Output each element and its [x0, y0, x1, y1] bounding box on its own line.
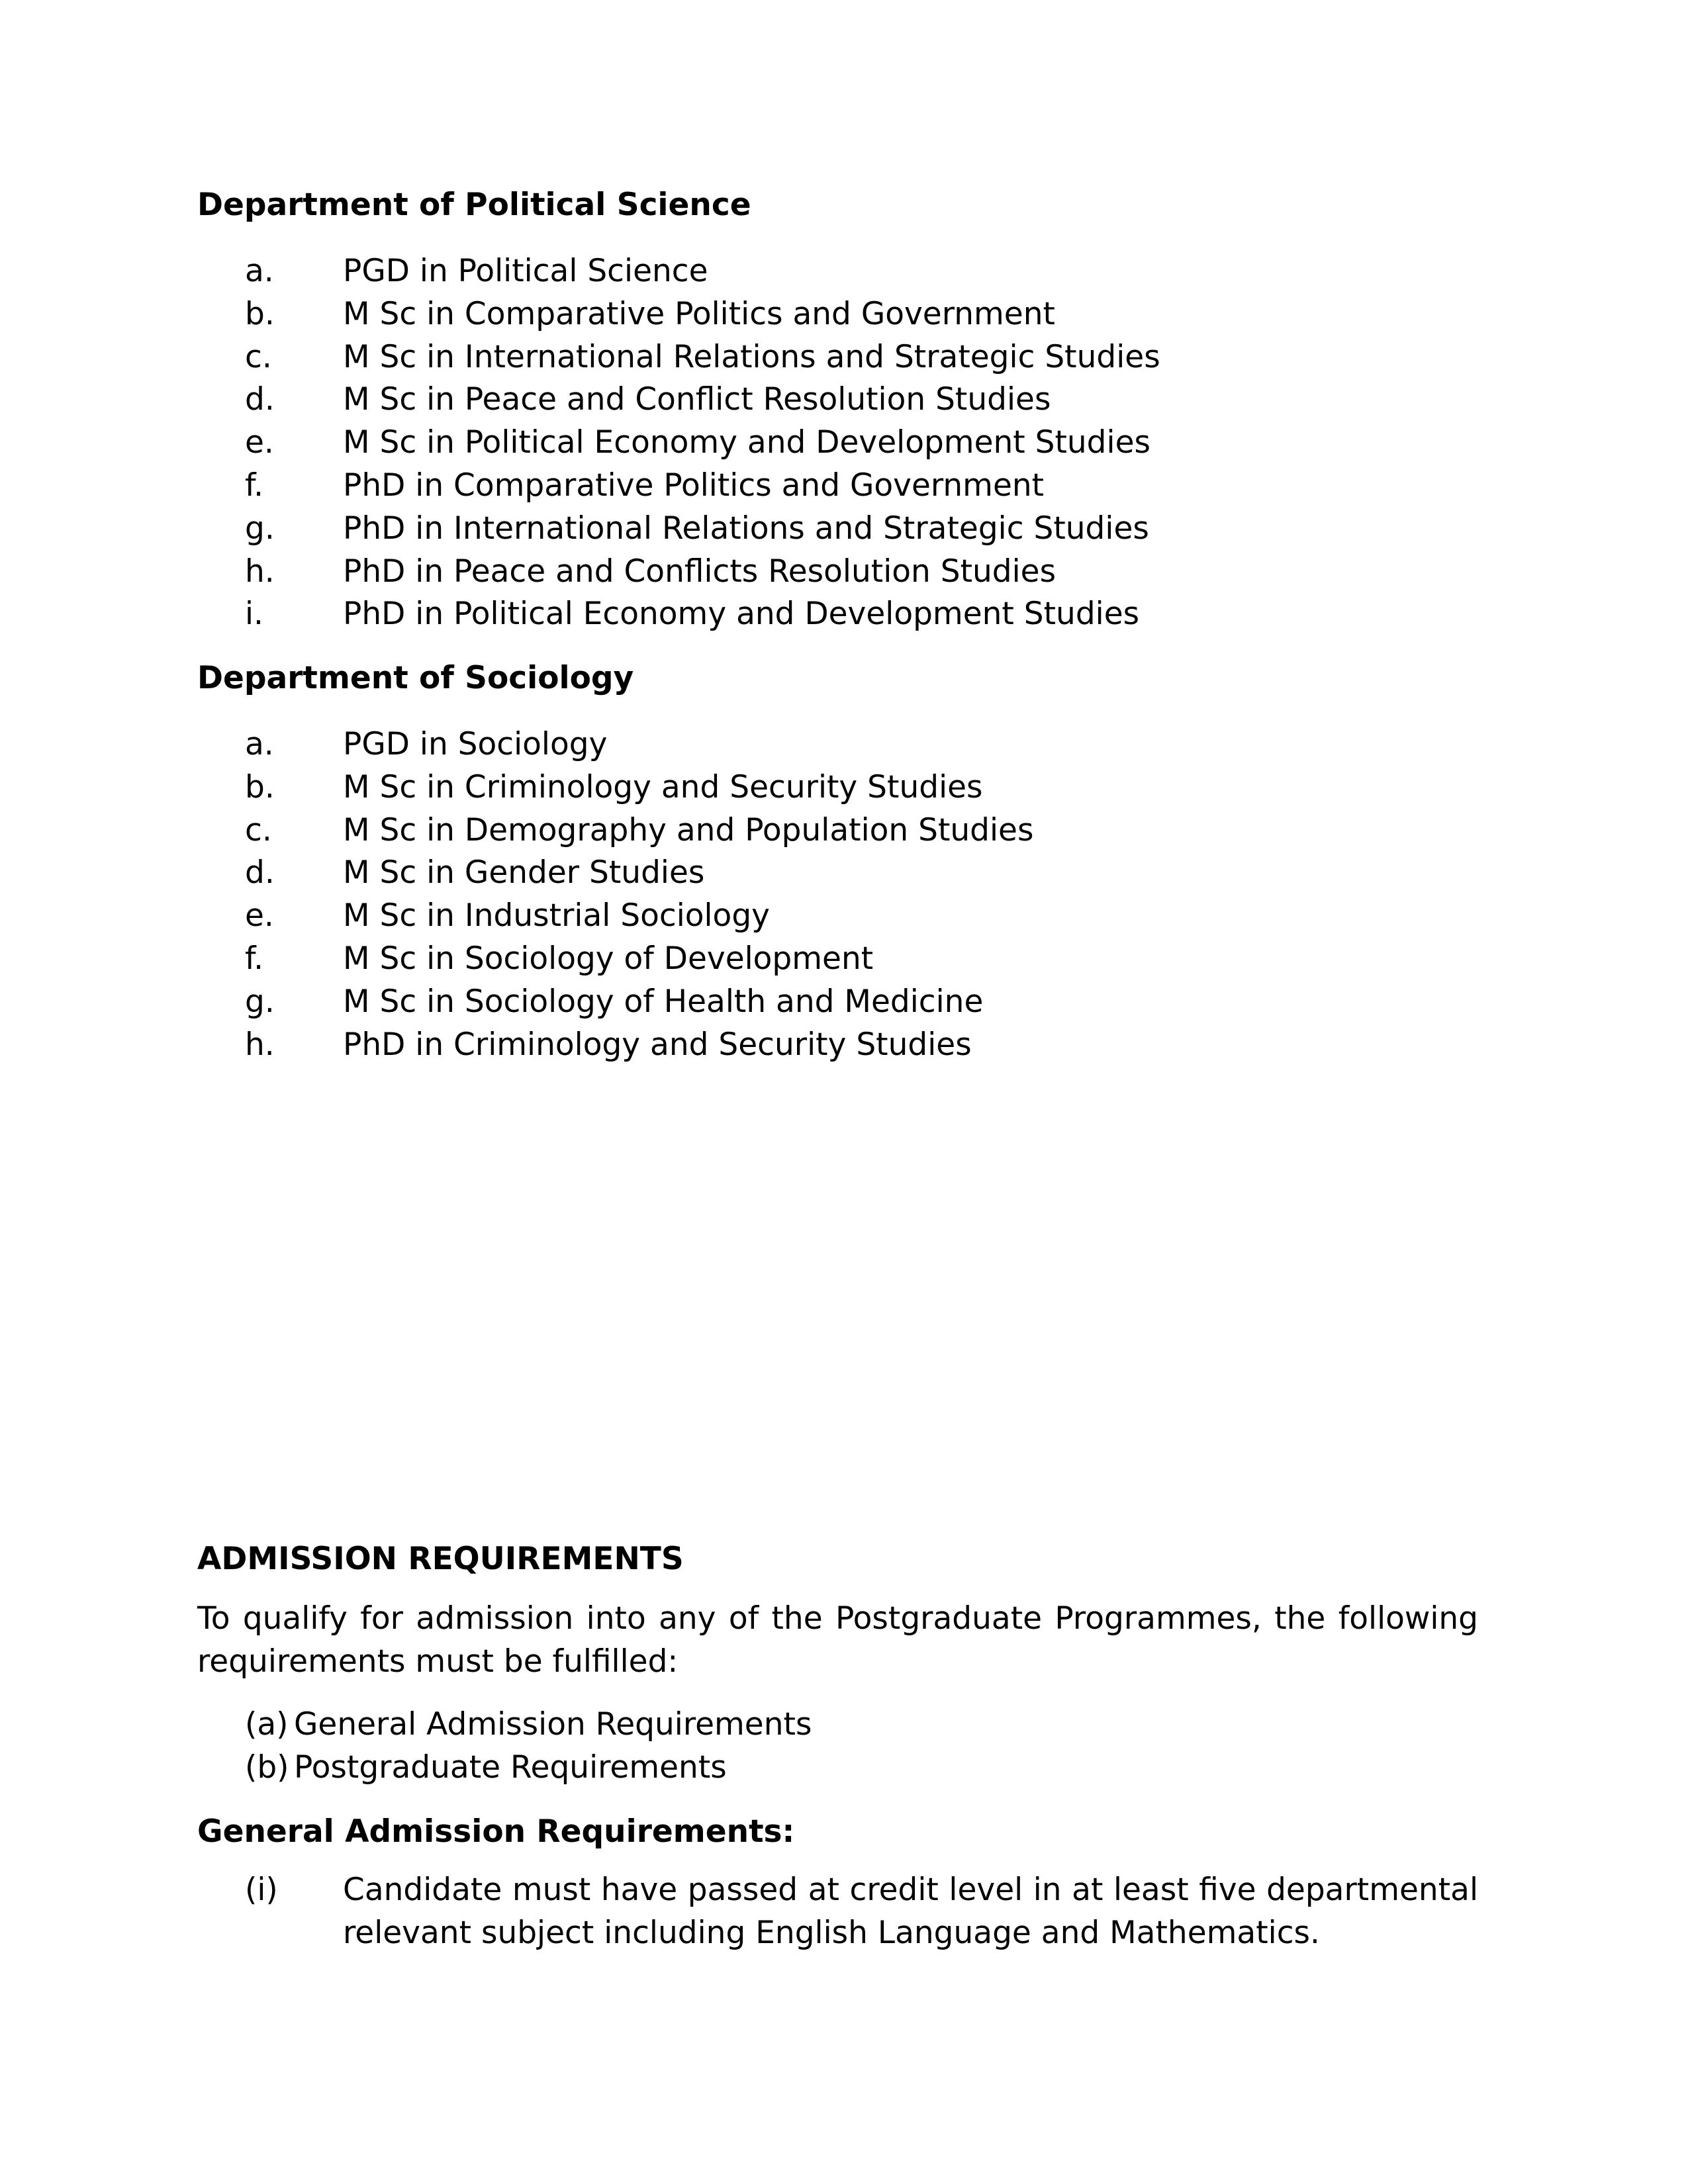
requirement-text: Candidate must have passed at credit level in at least five departmental relevant subject including English Language and Mathematics.: [343, 1872, 1478, 1951]
programme-name: M Sc in Comparative Politics and Government: [343, 295, 1055, 332]
list-marker: d.: [245, 381, 275, 418]
general-admission-heading: General Admission Requirements:: [197, 1813, 795, 1850]
programme-name: M Sc in Demography and Population Studies: [343, 811, 1034, 848]
programme-name: PGD in Political Science: [343, 253, 708, 289]
programme-name: PhD in Criminology and Security Studies: [343, 1026, 972, 1063]
list-marker: c.: [245, 338, 272, 375]
political-science-heading: Department of Political Science: [197, 187, 751, 223]
programme-name: M Sc in Sociology of Health and Medicine: [343, 983, 984, 1020]
list-marker: h.: [245, 553, 275, 590]
programme-name: PhD in Comparative Politics and Government: [343, 467, 1045, 504]
list-marker: c.: [245, 811, 272, 848]
list-marker: (i): [245, 1872, 278, 1908]
list-marker: b.: [245, 295, 275, 332]
programme-name: M Sc in Criminology and Security Studies: [343, 768, 983, 805]
sociology-heading: Department of Sociology: [197, 660, 634, 696]
document-page: [197, 0, 1478, 2184]
list-marker: g.: [245, 510, 275, 547]
list-marker: i.: [245, 596, 263, 633]
list-marker: (b): [245, 1749, 289, 1786]
list-marker: e.: [245, 897, 274, 934]
list-marker: f.: [245, 467, 264, 504]
list-marker: e.: [245, 424, 274, 461]
programme-name: PhD in International Relations and Strategic Studies: [343, 510, 1149, 547]
programme-name: PGD in Sociology: [343, 726, 608, 762]
list-marker: (a): [245, 1706, 289, 1743]
programme-name: M Sc in Political Economy and Development Studies: [343, 424, 1150, 461]
requirement-category: General Admission Requirements: [294, 1706, 812, 1743]
list-marker: f.: [245, 940, 264, 977]
admission-requirements-heading: ADMISSION REQUIREMENTS: [197, 1541, 684, 1577]
list-marker: a.: [245, 253, 274, 289]
list-marker: d.: [245, 854, 275, 891]
programme-name: PhD in Peace and Conflicts Resolution Studies: [343, 553, 1056, 590]
list-marker: a.: [245, 726, 274, 762]
list-marker: g.: [245, 983, 275, 1020]
programme-name: M Sc in Gender Studies: [343, 854, 705, 891]
programme-name: M Sc in Industrial Sociology: [343, 897, 770, 934]
list-marker: b.: [245, 768, 275, 805]
programme-name: M Sc in Sociology of Development: [343, 940, 874, 977]
programme-name: M Sc in Peace and Conflict Resolution Studies: [343, 381, 1051, 418]
admission-intro-paragraph: To qualify for admission into any of the Postgraduate Programmes, the following requirements must be fulfilled:: [197, 1600, 1478, 1680]
programme-name: PhD in Political Economy and Development Studies: [343, 596, 1140, 633]
programme-name: M Sc in International Relations and Strategic Studies: [343, 338, 1160, 375]
list-marker: h.: [245, 1026, 275, 1063]
requirement-category: Postgraduate Requirements: [294, 1749, 727, 1786]
